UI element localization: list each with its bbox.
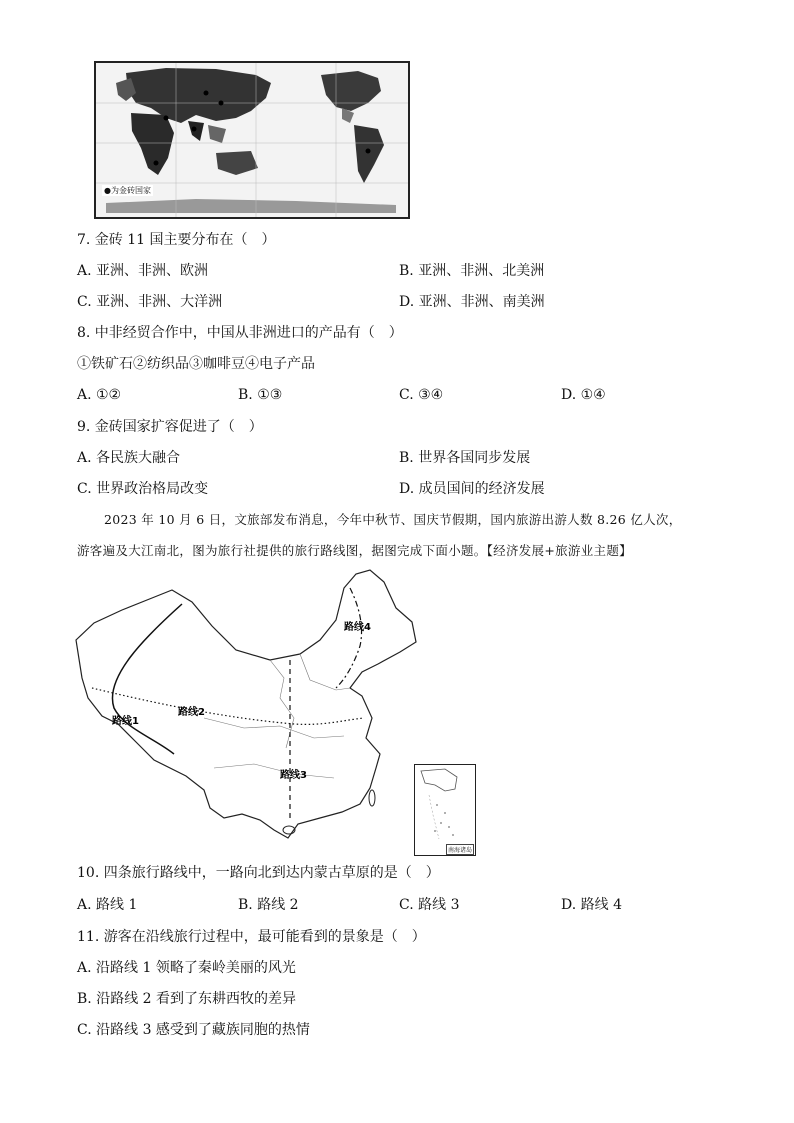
question-7-stem: 7. 金砖 11 国主要分布在（ ） (77, 232, 276, 248)
question-10-option-d[interactable]: D. 路线 4 (561, 897, 622, 913)
question-10-option-c[interactable]: C. 路线 3 (399, 897, 460, 913)
question-8-option-a[interactable]: A. ①② (77, 387, 122, 403)
question-9-option-c[interactable]: C. 世界政治格局改变 (77, 481, 209, 497)
question-7-option-a[interactable]: A. 亚洲、非洲、欧洲 (77, 263, 209, 279)
question-7-option-d[interactable]: D. 亚洲、非洲、南美洲 (399, 294, 545, 310)
question-11-option-a[interactable]: A. 沿路线 1 领略了秦岭美丽的风光 (77, 960, 296, 976)
world-map-figure (94, 61, 410, 219)
south-china-sea-inset (414, 764, 476, 856)
question-8-option-d[interactable]: D. ①④ (561, 387, 606, 403)
world-map-legend: ●为金砖国家 (104, 186, 151, 195)
question-9-stem: 9. 金砖国家扩容促进了（ ） (77, 419, 263, 435)
question-10-option-b[interactable]: B. 路线 2 (238, 897, 299, 913)
question-9-option-d[interactable]: D. 成员国间的经济发展 (399, 481, 545, 497)
inset-graphic (415, 765, 475, 855)
question-11-option-c[interactable]: C. 沿路线 3 感受到了藏族同胞的热情 (77, 1022, 310, 1038)
question-9-option-a[interactable]: A. 各民族大融合 (77, 450, 181, 466)
route-1-label: 路线1 (112, 716, 139, 727)
question-7-option-b[interactable]: B. 亚洲、非洲、北美洲 (399, 263, 545, 279)
question-10-option-a[interactable]: A. 路线 1 (77, 897, 138, 913)
question-8-option-b[interactable]: B. ①③ (238, 387, 283, 403)
question-11-option-b[interactable]: B. 沿路线 2 看到了东耕西牧的差异 (77, 991, 296, 1007)
question-10-stem: 10. 四条旅行路线中，一路向北到达内蒙古草原的是（ ） (77, 865, 440, 881)
question-9-option-b[interactable]: B. 世界各国同步发展 (399, 450, 531, 466)
question-7-option-c[interactable]: C. 亚洲、非洲、大洋洲 (77, 294, 223, 310)
intro-line-1: 2023 年 10 月 6 日，文旅部发布消息，今年中秋节、国庆节假期，国内旅游出游人数 8.26 亿人次， (104, 512, 682, 527)
question-8-stem: 8. 中非经贸合作中，中国从非洲进口的产品有（ ） (77, 325, 403, 341)
intro-line-2: 游客遍及大江南北，图为旅行社提供的旅行路线图，据图完成下面小题。【经济发展+旅游业主题】 (77, 543, 632, 558)
question-8-option-c[interactable]: C. ③④ (399, 387, 444, 403)
inset-label: 南海诸岛 (446, 844, 474, 855)
route-2-label: 路线2 (178, 707, 205, 718)
question-8-items: ①铁矿石②纺织品③咖啡豆④电子产品 (77, 356, 315, 372)
route-3-label: 路线3 (280, 770, 307, 781)
question-11-stem: 11. 游客在沿线旅行过程中，最可能看到的景象是（ ） (77, 929, 426, 945)
route-4-label: 路线4 (344, 622, 371, 633)
